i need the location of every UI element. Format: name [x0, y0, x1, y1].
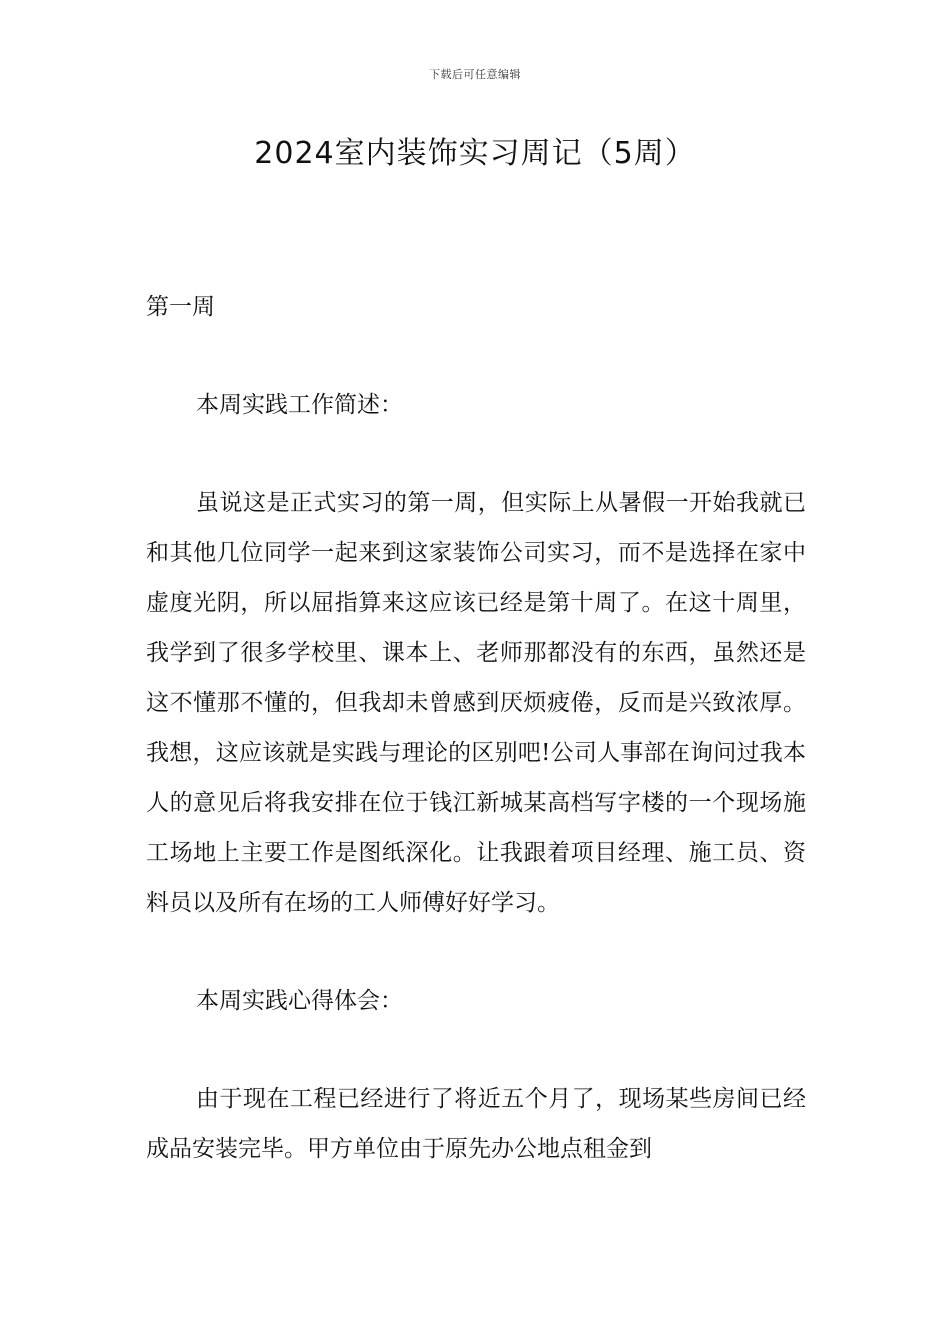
week-heading: 第一周 — [146, 294, 215, 320]
reflection-paragraph: 由于现在工程已经进行了将近五个月了，现场某些房间已经成品安装完毕。甲方单位由于原先办公地点租金到 — [146, 1086, 806, 1162]
work-summary-heading: 本周实践工作简述： — [196, 392, 403, 418]
document-title: 2024室内装饰实习周记（5周） — [254, 136, 696, 171]
reflection-heading: 本周实践心得体会： — [196, 988, 403, 1014]
header-note: 下载后可任意编辑 — [429, 68, 521, 81]
document-body — [146, 282, 806, 1222]
work-summary-paragraph: 虽说这是正式实习的第一周，但实际上从暑假一开始我就已和其他几位同学一起来到这家装饰公司实习，而不是选择在家中虚度光阴，所以屈指算来这应该已经是第十周了。在这十周里，我学到了很多学校里、课本上、老师那都没有的东西，虽然还是这不懂那不懂的，但我却未曾感到厌烦疲倦，反而是兴致浓厚。我想，这应该就是实践与理论的区别吧!公司人事部在询问过我本人的意见后将我安排在位于钱江新城某高档写字楼的一个现场施工场地上主要工作是图纸深化。让我跟着项目经理、施工员、资料员以及所有在场的工人师傅好好学习。 — [146, 490, 806, 916]
